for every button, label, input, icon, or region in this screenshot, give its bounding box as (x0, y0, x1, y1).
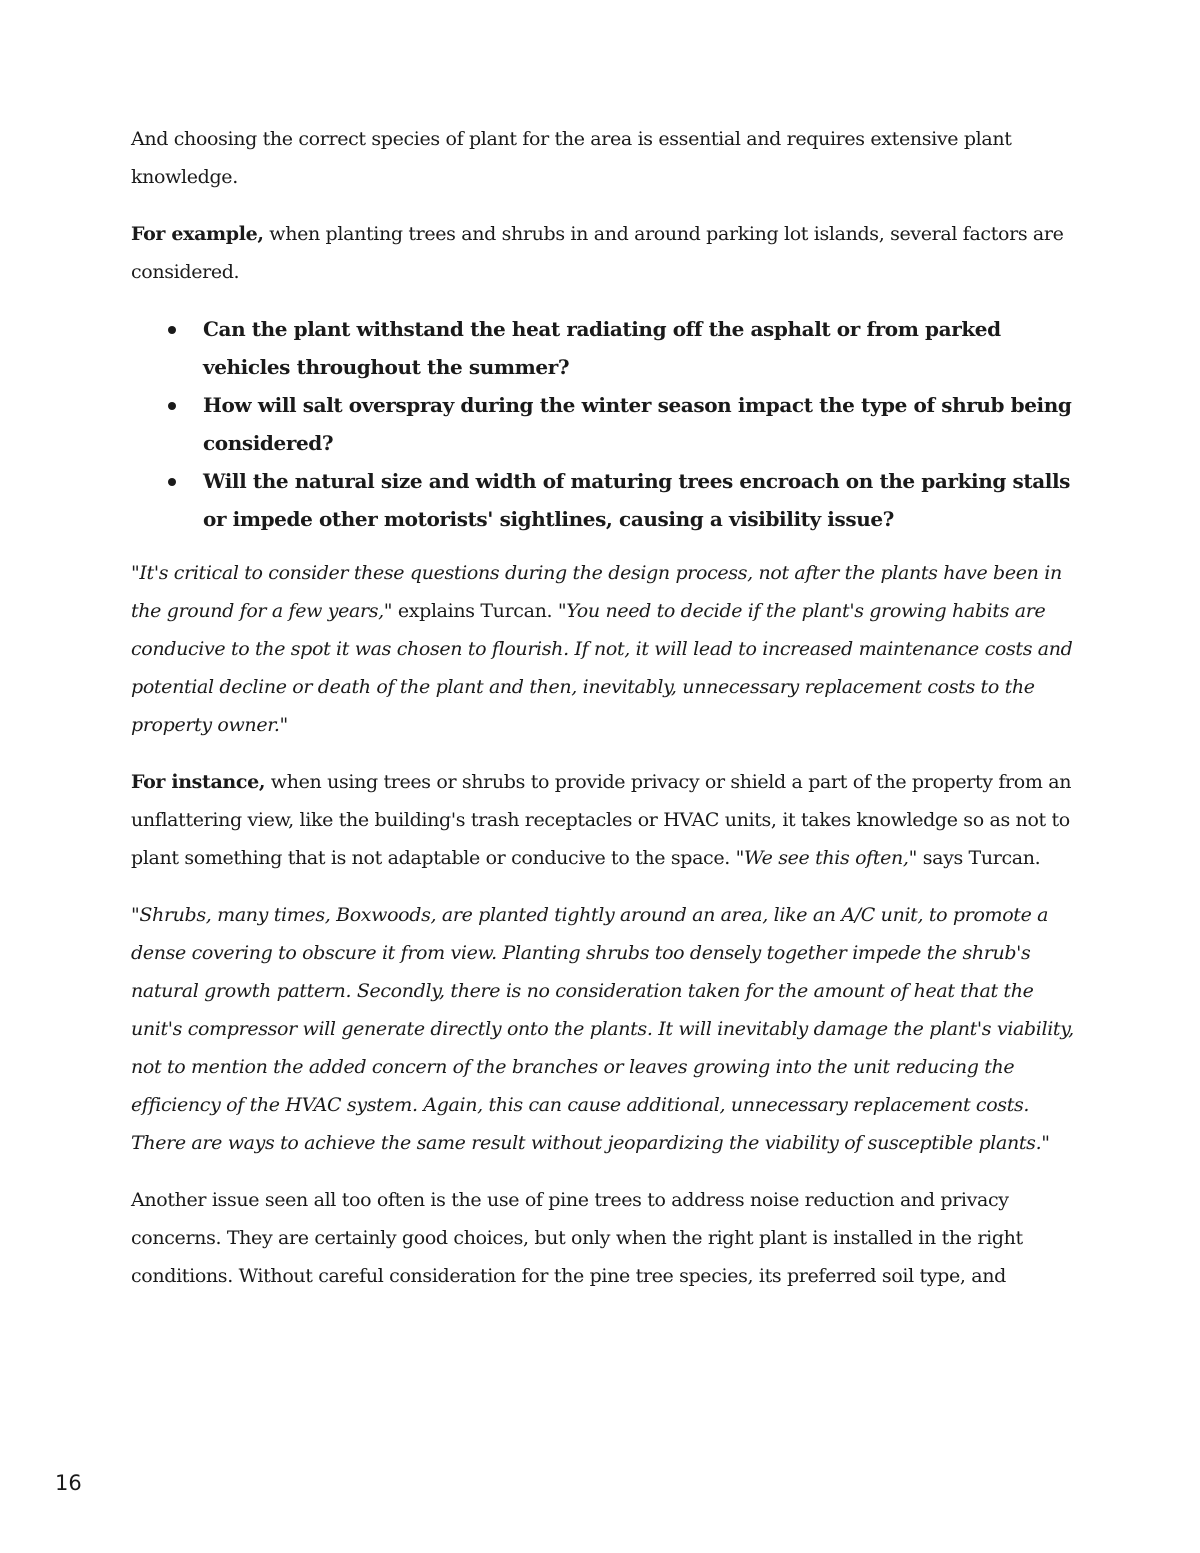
example-text: when planting trees and shrubs in and around parking lot islands, several factors are considered. (131, 223, 1064, 283)
list-item (131, 310, 1076, 386)
paragraph-intro: And choosing the correct species of plant for the area is essential and requires extensive plant knowledge. (131, 128, 1012, 188)
instance-quote: "We see this often," (735, 847, 918, 869)
bullet-icon (168, 478, 176, 486)
instance-text: when using trees or shrubs to provide privacy or shield a part of the property from an unflattering view, like the building's trash receptacles or HVAC units, it takes knowledge so as not to plant something that is not adaptable or conducive to the space. (131, 771, 1072, 869)
document-body (131, 120, 1076, 1314)
quote-attribution: explains Turcan. (392, 600, 558, 622)
paragraph-pine-trees: Another issue seen all too often is the use of pine trees to address noise reduction and privacy concerns. They are certainly good choices, but only when the right plant is installed in the right conditions. Without careful consideration for the pine tree species, its preferred soil type, and (131, 1189, 1023, 1287)
instance-attribution: says Turcan. (917, 847, 1041, 869)
paragraph-example (131, 215, 1076, 291)
bullet-icon (168, 326, 176, 334)
paragraph-instance (131, 763, 1076, 877)
list-item-text: Will the natural size and width of maturing trees encroach on the parking stalls or impede other motorists' sightlines, causing a visibility issue? (203, 469, 1071, 531)
paragraph-quote-turcan (131, 554, 1076, 744)
question-list (131, 310, 1076, 538)
list-item (131, 386, 1076, 462)
bullet-icon (168, 402, 176, 410)
quote-part-2: "You need to decide if the plant's growing habits are conducive to the spot it was chosen to flourish. If not, it will lead to increased maintenance costs and potential decline or death of the plant and then, inevitably, unnecessary replacement costs to the property owner." (131, 600, 1073, 736)
instance-lead: For instance, (131, 771, 266, 793)
page-number: 16 (55, 1471, 82, 1495)
quote-part-1: "It's critical to consider these questions during the design process, not after the plants have been in the ground for a few years," (131, 562, 1062, 622)
example-lead: For example, (131, 223, 264, 245)
paragraph-shrubs-quote: "Shrubs, many times, Boxwoods, are planted tightly around an area, like an A/C unit, to promote a dense covering to obscure it from view. Planting shrubs too densely together impede the shrub's natural growth pattern. Secondly, there is no consideration taken for the amount of heat that the unit's compressor will generate directly onto the plants. It will inevitably damage the plant's viability, not to mention the added concern of the branches or leaves growing into the unit reducing the efficiency of the HVAC system. Again, this can cause additional, unnecessary replacement costs. There are ways to achieve the same result without jeopardizing the viability of susceptible plants." (131, 904, 1074, 1154)
list-item-text: How will salt overspray during the winter season impact the type of shrub being considered? (203, 393, 1072, 455)
list-item-text: Can the plant withstand the heat radiating off the asphalt or from parked vehicles throughout the summer? (203, 317, 1001, 379)
list-item (131, 462, 1076, 538)
